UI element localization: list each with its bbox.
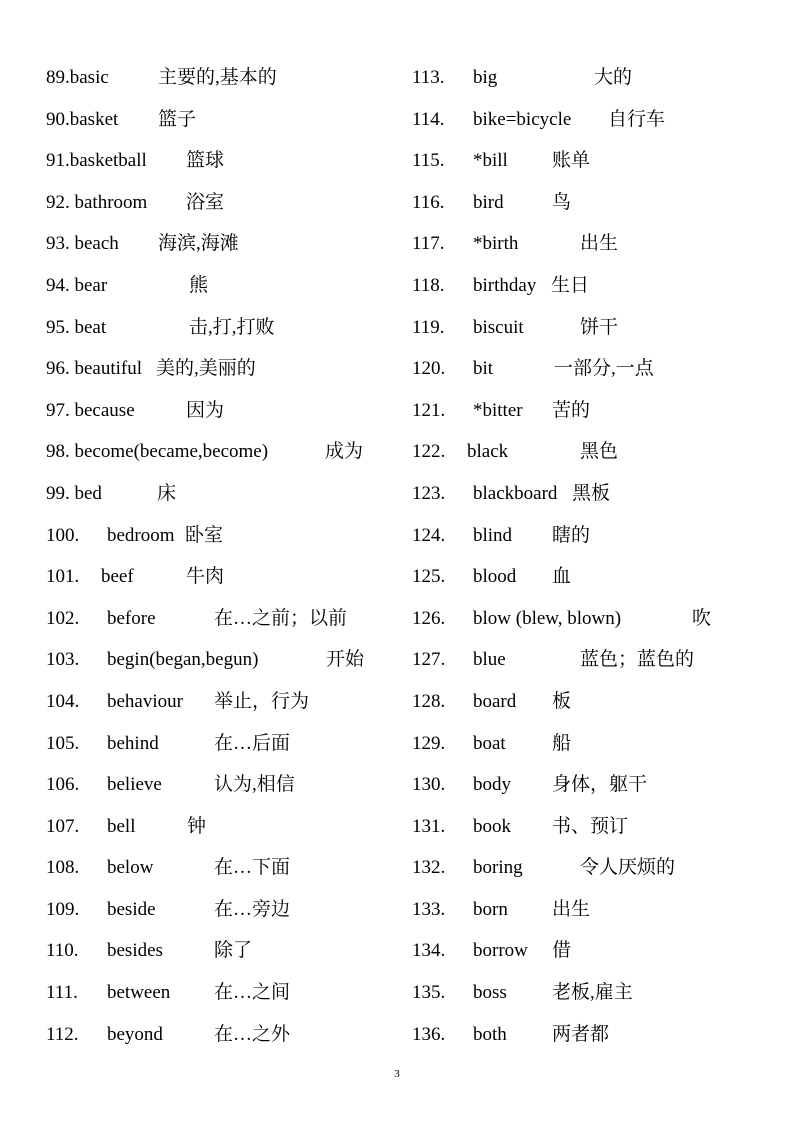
entry-meaning: 美的,美丽的 bbox=[156, 358, 256, 380]
vocab-entry bbox=[46, 390, 391, 432]
entry-word: *birth bbox=[473, 233, 519, 255]
vocab-entry bbox=[46, 182, 391, 224]
entry-meaning: 出生 bbox=[552, 898, 591, 920]
entry-number: 117. bbox=[412, 233, 445, 255]
entry-word: blow (blew, blown) bbox=[473, 607, 622, 629]
vocab-entry bbox=[412, 223, 742, 265]
entry-number: 110. bbox=[46, 940, 79, 962]
entry-meaning: 黑色 bbox=[580, 441, 619, 463]
entry-meaning: 主要的,基本的 bbox=[158, 67, 277, 88]
entry-meaning: 血 bbox=[552, 566, 572, 588]
vocab-entry bbox=[46, 972, 391, 1014]
entry-word: born bbox=[473, 898, 508, 920]
vocab-entry bbox=[412, 972, 742, 1014]
vocab-entry bbox=[412, 847, 742, 889]
entry-word: blackboard bbox=[473, 482, 558, 504]
entry-meaning: 账单 bbox=[552, 150, 591, 172]
entry-word: besides bbox=[107, 940, 163, 962]
entry-word: beef bbox=[101, 566, 134, 588]
entry-number: 114. bbox=[412, 108, 445, 130]
right-vocabulary-column bbox=[412, 57, 742, 1055]
entry-word: between bbox=[107, 982, 171, 1004]
entry-meaning: 黑板 bbox=[572, 482, 611, 504]
entry-meaning: 因为 bbox=[186, 399, 225, 421]
entry-meaning: 书、预订 bbox=[552, 815, 629, 837]
entry-word: bit bbox=[473, 358, 494, 380]
vocab-entry bbox=[46, 99, 391, 141]
entry-word: begin(began,begun) bbox=[107, 649, 259, 671]
entry-word: bike=bicycle bbox=[473, 108, 572, 130]
entry-meaning: 自行车 bbox=[608, 108, 666, 130]
left-vocabulary-column bbox=[46, 57, 391, 1055]
vocab-entry bbox=[46, 431, 391, 473]
entry-meaning: 板 bbox=[552, 690, 572, 712]
entry-word: bird bbox=[473, 191, 504, 213]
entry-number: 133. bbox=[412, 898, 446, 920]
entry-meaning: 老板,雇主 bbox=[552, 982, 633, 1004]
entry-word: behind bbox=[107, 732, 159, 754]
entry-meaning: 两者都 bbox=[552, 1023, 610, 1045]
entry-word: beside bbox=[107, 898, 156, 920]
vocab-entry bbox=[46, 223, 391, 265]
entry-meaning: 鸟 bbox=[552, 191, 572, 213]
entry-word: biscuit bbox=[473, 316, 524, 338]
vocab-entry bbox=[46, 307, 391, 349]
entry-meaning: 令人厌烦的 bbox=[580, 857, 676, 879]
vocab-entry bbox=[46, 723, 391, 765]
entry-meaning: 大的 bbox=[594, 67, 633, 88]
vocab-entry bbox=[412, 556, 742, 598]
entry-word: bell bbox=[107, 815, 136, 837]
vocab-entry bbox=[46, 1014, 391, 1056]
entry-word: big bbox=[473, 67, 498, 88]
vocab-entry bbox=[412, 764, 742, 806]
entry-number: 108. bbox=[46, 857, 80, 879]
entry-meaning: 苦的 bbox=[552, 399, 591, 421]
entry-number: 116. bbox=[412, 191, 445, 213]
entry-word: behaviour bbox=[107, 690, 183, 712]
vocab-entry bbox=[412, 473, 742, 515]
entry-number: 120. bbox=[412, 358, 446, 380]
entry-number: 107. bbox=[46, 815, 80, 837]
entry-meaning: 钟 bbox=[187, 815, 207, 837]
entry-number: 125. bbox=[412, 566, 446, 588]
vocab-entry bbox=[46, 348, 391, 390]
entry-number: 89.basic bbox=[46, 67, 109, 88]
entry-number: 96. beautiful bbox=[46, 358, 143, 380]
vocab-entry bbox=[46, 598, 391, 640]
entry-number: 97. because bbox=[46, 399, 135, 421]
entry-number: 93. beach bbox=[46, 233, 119, 255]
entry-number: 134. bbox=[412, 940, 446, 962]
entry-number: 132. bbox=[412, 857, 446, 879]
entry-word: blood bbox=[473, 566, 517, 588]
vocab-entry bbox=[46, 930, 391, 972]
entry-meaning: 浴室 bbox=[186, 191, 225, 213]
entry-number: 135. bbox=[412, 982, 446, 1004]
vocab-entry bbox=[412, 930, 742, 972]
entry-word: both bbox=[473, 1023, 507, 1045]
vocab-entry bbox=[46, 265, 391, 307]
entry-number: 112. bbox=[46, 1023, 79, 1045]
vocab-entry bbox=[46, 473, 391, 515]
entry-meaning: 击,打,打败 bbox=[189, 316, 275, 338]
vocab-entry bbox=[46, 889, 391, 931]
entry-number: 121. bbox=[412, 399, 446, 421]
entry-number: 129. bbox=[412, 732, 446, 754]
vocab-entry bbox=[46, 847, 391, 889]
entry-word: blue bbox=[473, 649, 506, 671]
entry-number: 105. bbox=[46, 732, 80, 754]
entry-meaning: 篮球 bbox=[186, 150, 225, 172]
entry-meaning: 瞎的 bbox=[552, 524, 591, 546]
vocab-entry bbox=[412, 723, 742, 765]
entry-number: 102. bbox=[46, 607, 80, 629]
vocab-entry bbox=[412, 265, 742, 307]
entry-word: beyond bbox=[107, 1023, 163, 1045]
entry-number: 123. bbox=[412, 482, 446, 504]
entry-meaning: 在…下面 bbox=[214, 857, 291, 879]
entry-number: 98. become(became,become) bbox=[46, 441, 269, 463]
vocab-entry bbox=[46, 515, 391, 557]
entry-number: 119. bbox=[412, 316, 445, 338]
entry-word: boat bbox=[473, 732, 506, 754]
entry-meaning: 认为,相信 bbox=[214, 774, 295, 796]
entry-word: below bbox=[107, 857, 154, 879]
entry-word: blind bbox=[473, 524, 513, 546]
entry-meaning: 熊 bbox=[189, 274, 209, 296]
page-number: 3 bbox=[394, 1068, 400, 1080]
entry-word: *bill bbox=[473, 150, 508, 172]
entry-word: before bbox=[107, 607, 156, 629]
entry-meaning: 船 bbox=[552, 732, 572, 754]
vocab-entry bbox=[46, 57, 391, 99]
vocab-entry bbox=[412, 182, 742, 224]
entry-word: body bbox=[473, 774, 511, 796]
entry-word: borrow bbox=[473, 940, 528, 962]
entry-number: 90.basket bbox=[46, 108, 119, 130]
entry-number: 118. bbox=[412, 274, 445, 296]
vocab-entry bbox=[412, 390, 742, 432]
vocab-entry bbox=[412, 140, 742, 182]
vocab-entry bbox=[412, 348, 742, 390]
entry-number: 99. bed bbox=[46, 482, 102, 504]
entry-number: 94. bear bbox=[46, 274, 108, 296]
entry-number: 127. bbox=[412, 649, 446, 671]
entry-number: 106. bbox=[46, 774, 80, 796]
entry-number: 101. bbox=[46, 566, 80, 588]
entry-meaning: 牛肉 bbox=[186, 566, 225, 588]
vocab-entry bbox=[412, 598, 742, 640]
entry-meaning: 在…后面 bbox=[214, 732, 291, 754]
entry-number: 103. bbox=[46, 649, 80, 671]
vocab-entry bbox=[412, 431, 742, 473]
entry-meaning: 床 bbox=[157, 482, 177, 504]
entry-number: 111. bbox=[46, 982, 78, 1004]
entry-number: 136. bbox=[412, 1023, 446, 1045]
entry-word: black bbox=[467, 441, 509, 463]
entry-number: 100. bbox=[46, 524, 80, 546]
vocab-entry bbox=[46, 639, 391, 681]
entry-meaning: 开始 bbox=[326, 649, 365, 671]
entry-meaning: 借 bbox=[552, 940, 572, 962]
entry-meaning: 海滨,海滩 bbox=[158, 233, 239, 255]
entry-number: 95. beat bbox=[46, 316, 107, 338]
entry-word: *bitter bbox=[473, 399, 523, 421]
entry-number: 104. bbox=[46, 690, 80, 712]
vocab-entry bbox=[412, 889, 742, 931]
vocab-entry bbox=[46, 140, 391, 182]
vocab-entry bbox=[412, 639, 742, 681]
entry-meaning: 举止，行为 bbox=[214, 690, 310, 712]
entry-word: board bbox=[473, 690, 517, 712]
vocab-entry bbox=[412, 99, 742, 141]
entry-meaning: 在…之前；以前 bbox=[214, 607, 348, 629]
entry-number: 122. bbox=[412, 441, 446, 463]
entry-meaning: 吹 bbox=[692, 607, 712, 629]
entry-word: book bbox=[473, 815, 511, 837]
vocab-entry bbox=[46, 556, 391, 598]
entry-number: 109. bbox=[46, 898, 80, 920]
entry-number: 131. bbox=[412, 815, 446, 837]
entry-meaning: 在…旁边 bbox=[214, 898, 291, 920]
entry-meaning: 除了 bbox=[214, 940, 253, 962]
entry-word: birthday bbox=[473, 274, 537, 296]
entry-meaning: 在…之外 bbox=[214, 1023, 291, 1045]
entry-meaning: 篮子 bbox=[158, 108, 197, 130]
entry-word: bedroom bbox=[107, 524, 175, 546]
entry-number: 115. bbox=[412, 150, 445, 172]
vocab-entry bbox=[412, 515, 742, 557]
vocab-entry bbox=[46, 681, 391, 723]
entry-number: 113. bbox=[412, 67, 445, 88]
vocab-entry bbox=[412, 307, 742, 349]
vocab-entry bbox=[412, 681, 742, 723]
entry-meaning: 一部分,一点 bbox=[554, 358, 654, 380]
vocab-entry bbox=[46, 764, 391, 806]
entry-meaning: 出生 bbox=[580, 233, 619, 255]
entry-word: boring bbox=[473, 857, 523, 879]
entry-number: 130. bbox=[412, 774, 446, 796]
entry-meaning: 身体，躯干 bbox=[552, 774, 648, 796]
entry-meaning: 蓝色；蓝色的 bbox=[580, 649, 695, 671]
entry-number: 91.basketball bbox=[46, 150, 147, 172]
vocab-entry bbox=[412, 806, 742, 848]
entry-word: boss bbox=[473, 982, 507, 1004]
entry-number: 92. bathroom bbox=[46, 191, 148, 213]
vocab-entry bbox=[412, 1014, 742, 1056]
entry-meaning: 成为 bbox=[325, 441, 364, 463]
entry-meaning: 生日 bbox=[551, 274, 590, 296]
entry-number: 124. bbox=[412, 524, 446, 546]
entry-number: 126. bbox=[412, 607, 446, 629]
entry-meaning: 卧室 bbox=[185, 524, 224, 546]
entry-word: believe bbox=[107, 774, 162, 796]
vocab-entry bbox=[46, 806, 391, 848]
entry-number: 128. bbox=[412, 690, 446, 712]
entry-meaning: 在…之间 bbox=[214, 982, 291, 1004]
entry-meaning: 饼干 bbox=[580, 316, 619, 338]
vocab-entry bbox=[412, 57, 742, 99]
